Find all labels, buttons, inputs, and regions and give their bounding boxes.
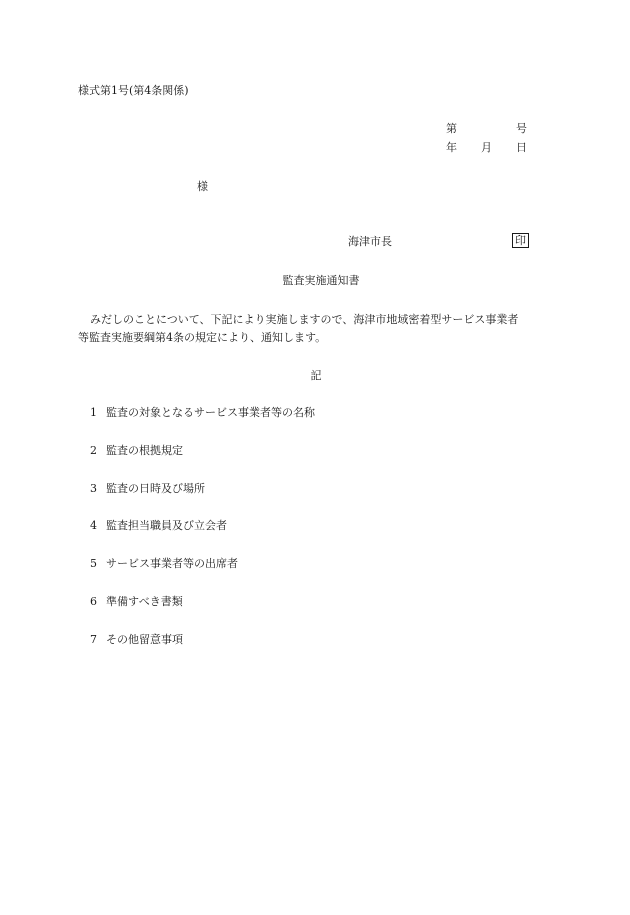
- issuer-title: 海津市長: [348, 235, 392, 248]
- date-month-label: 月: [481, 141, 492, 154]
- date-day-label: 日: [516, 141, 527, 154]
- list-item-number: 2: [90, 444, 97, 457]
- list-item: [90, 519, 227, 533]
- form-number: 様式第1号(第4条関係): [78, 84, 189, 97]
- list-item: [90, 444, 183, 458]
- list-item: [90, 595, 183, 609]
- list-item-label: 監査の根拠規定: [106, 444, 183, 457]
- list-item-number: 3: [90, 482, 97, 495]
- date-year-label: 年: [446, 141, 457, 154]
- body-line-1: みだしのことについて、下記により実施しますので、海津市地域密着型サービス事業者: [90, 313, 519, 326]
- document-title-text: 監査実施通知書: [282, 274, 360, 287]
- list-item-number: 1: [90, 406, 97, 419]
- list-item: [90, 482, 205, 496]
- list-item-label: 準備すべき書類: [106, 595, 183, 608]
- list-item-label: その他留意事項: [106, 633, 183, 646]
- document-number-suffix: 号: [516, 122, 527, 135]
- list-item: [90, 633, 183, 647]
- list-item-number: 4: [90, 519, 97, 532]
- list-item-label: 監査担当職員及び立会者: [106, 519, 227, 532]
- list-item: [90, 557, 238, 571]
- list-item: [90, 406, 315, 420]
- ki-heading-text: 記: [310, 369, 322, 382]
- document-number-prefix: 第: [446, 122, 457, 135]
- list-item-number: 7: [90, 633, 97, 646]
- document-title: [0, 274, 630, 288]
- body-line-2: 等監査実施要綱第4条の規定により、通知します。: [78, 331, 327, 344]
- list-item-label: サービス事業者等の出席者: [106, 557, 238, 570]
- list-item-label: 監査の日時及び場所: [106, 482, 205, 495]
- body-paragraph: [78, 311, 564, 347]
- seal-mark: 印: [512, 233, 529, 248]
- list-item-label: 監査の対象となるサービス事業者等の名称: [106, 406, 315, 419]
- ki-heading: [0, 369, 630, 383]
- list-item-number: 6: [90, 595, 97, 608]
- recipient-honorific: 様: [197, 180, 208, 193]
- list-item-number: 5: [90, 557, 97, 570]
